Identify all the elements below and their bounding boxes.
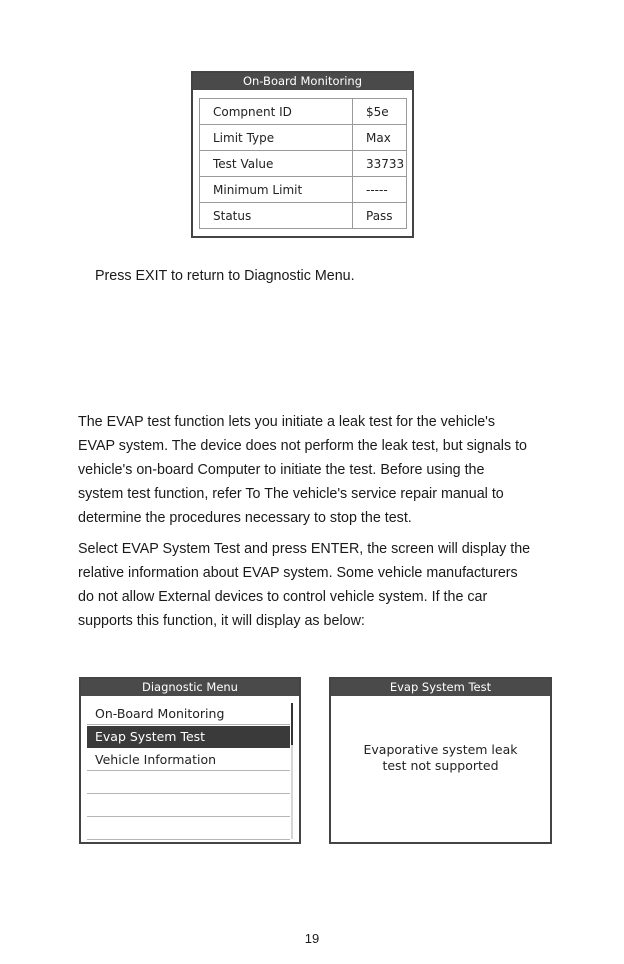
body-line: determine the procedures necessary to stop the test.: [78, 510, 412, 526]
evap-message-line: Evaporative system leak: [363, 742, 518, 757]
menu-item-vehicle-information[interactable]: Vehicle Information: [87, 749, 290, 771]
menu-scroll-thumb[interactable]: [291, 703, 293, 745]
menu-item-on-board-monitoring[interactable]: On-Board Monitoring: [87, 703, 290, 725]
body-line: Select EVAP System Test and press ENTER, the screen will display the: [78, 541, 531, 557]
body-line: system test function, refer To The vehicle's service repair manual to: [78, 486, 504, 502]
obm-row: [200, 125, 407, 151]
evap-message-line: test not supported: [382, 758, 499, 773]
obm-row-label: Status: [200, 203, 353, 229]
body-line: relative information about EVAP system. Some vehicle manufacturers: [78, 565, 518, 581]
obm-row-label: Test Value: [200, 151, 353, 177]
obm-row: [200, 99, 407, 125]
obm-row-value: $5e: [353, 99, 407, 125]
exit-note: Press EXIT to return to Diagnostic Menu.: [95, 268, 355, 284]
menu-item-evap-system-test[interactable]: Evap System Test: [87, 726, 290, 748]
menu-item-empty: [87, 772, 290, 794]
obm-row-value: Max: [353, 125, 407, 151]
obm-row: [200, 177, 407, 203]
body-line: vehicle's on-board Computer to initiate the test. Before using the: [78, 462, 485, 478]
menu-scrollbar[interactable]: [291, 703, 293, 839]
obm-screen-title: On-Board Monitoring: [193, 73, 412, 90]
evap-system-test-screen: [329, 677, 552, 844]
obm-row: [200, 151, 407, 177]
diagnostic-menu-screen: [79, 677, 301, 844]
obm-row-value: -----: [353, 177, 407, 203]
body-line: supports this function, it will display as below:: [78, 613, 365, 629]
obm-row-label: Compnent ID: [200, 99, 353, 125]
body-line: EVAP system. The device does not perform the leak test, but signals to: [78, 438, 527, 454]
evap-screen-title: Evap System Test: [331, 679, 550, 696]
obm-row-value: Pass: [353, 203, 407, 229]
evap-message: [331, 742, 550, 774]
body-line: do not allow External devices to control vehicle system. If the car: [78, 589, 488, 605]
page-number: 19: [304, 931, 320, 946]
obm-row-value: 33733: [353, 151, 407, 177]
obm-row: [200, 203, 407, 229]
obm-table: [199, 98, 407, 229]
body-line: The EVAP test function lets you initiate a leak test for the vehicle's: [78, 414, 496, 430]
obm-row-label: Limit Type: [200, 125, 353, 151]
menu-item-empty: [87, 795, 290, 817]
menu-item-empty: [87, 818, 290, 840]
diagnostic-menu-title: Diagnostic Menu: [81, 679, 299, 696]
obm-row-label: Minimum Limit: [200, 177, 353, 203]
obm-screen: [191, 71, 414, 238]
